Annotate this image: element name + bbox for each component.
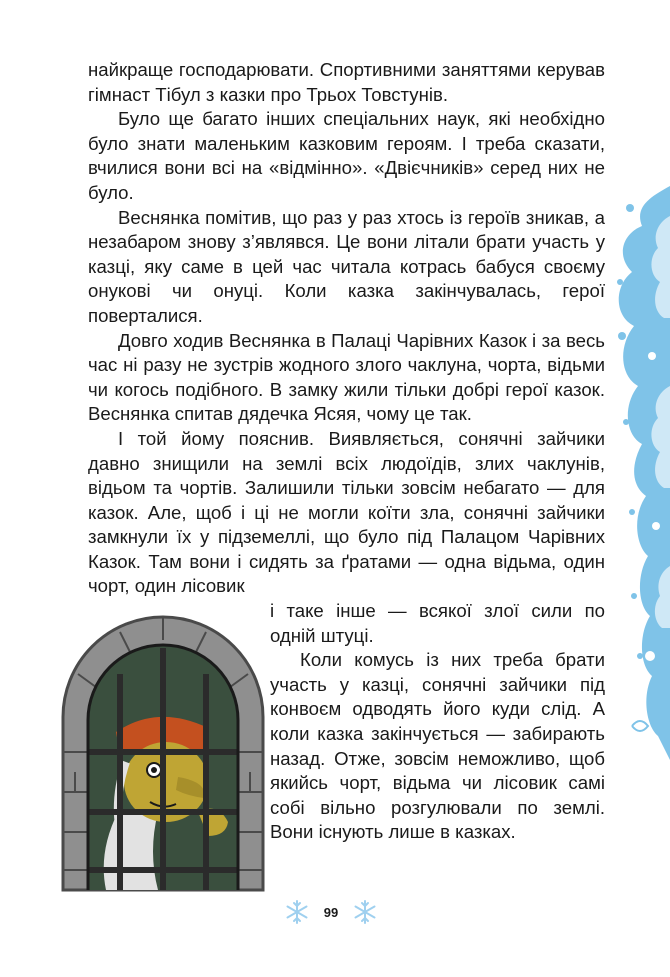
paragraph: Коли комусь із них треба брати участь у казці, сонячні зайчики під конвоєм одводять його куди слід. А коли казка закінчується — забирають назад. Отже, зовсім неможливо, щоб якийсь чорт, відьма чи лісовик самі собі вільно розгулювали по землі. Вони існують лише в казках.	[270, 649, 605, 843]
page-number	[281, 892, 381, 932]
witch-behind-bars-illustration	[58, 612, 268, 892]
snowflake-icon	[352, 899, 378, 925]
paragraph: і таке інше — всякої злої сили по одній штуці.	[270, 600, 605, 646]
page-number-text: 99	[323, 904, 339, 920]
paragraph: І той йому пояснив. Виявляється, сонячні зайчики давно знищили на землі всіх людоїдів, злих чаклунів, відьом та чортів. Залишили тільки зовсім небагато — для казок. Але, щоб і ці не могли коїти зла, сонячні зайчики замкнули їх у підземеллі, що було під Палацом Чарівних Казок. Там вони і сидять за ґратами — одна відьма, один чорт, один лісовик	[88, 427, 605, 597]
paragraph: Було ще багато інших спеціальних наук, які необхідно було знати маленьким казковим героям. І треба сказати, вчилися вони всі на «відмінно». «Двієчників» серед них не було.	[88, 108, 605, 203]
paragraph: Довго ходив Веснянка в Палаці Чарівних Казок і за весь час ні разу не зустрів жодного злого чаклуна, чорта, відьми чи когось подібного. В замку жили тільки добрі герої казок. Веснянка спитав дядечка Ясяя, чому це так.	[88, 329, 605, 425]
paragraph: найкраще господарювати. Спортивними заняттями керував гімнаст Тібул з казки про Трьох Товстунів.	[88, 59, 605, 105]
floral-ornament-icon	[612, 186, 670, 760]
snowflake-icon	[284, 899, 310, 925]
paragraph: Веснянка помітив, що раз у раз хтось із героїв зникав, а незабаром знову з’являвся. Це вони літали брати участь у казці, яку саме в цей час читала котрась бабуся своєму онукові чи онуці. Коли казка закінчувалась, герої поверталися.	[88, 206, 605, 326]
